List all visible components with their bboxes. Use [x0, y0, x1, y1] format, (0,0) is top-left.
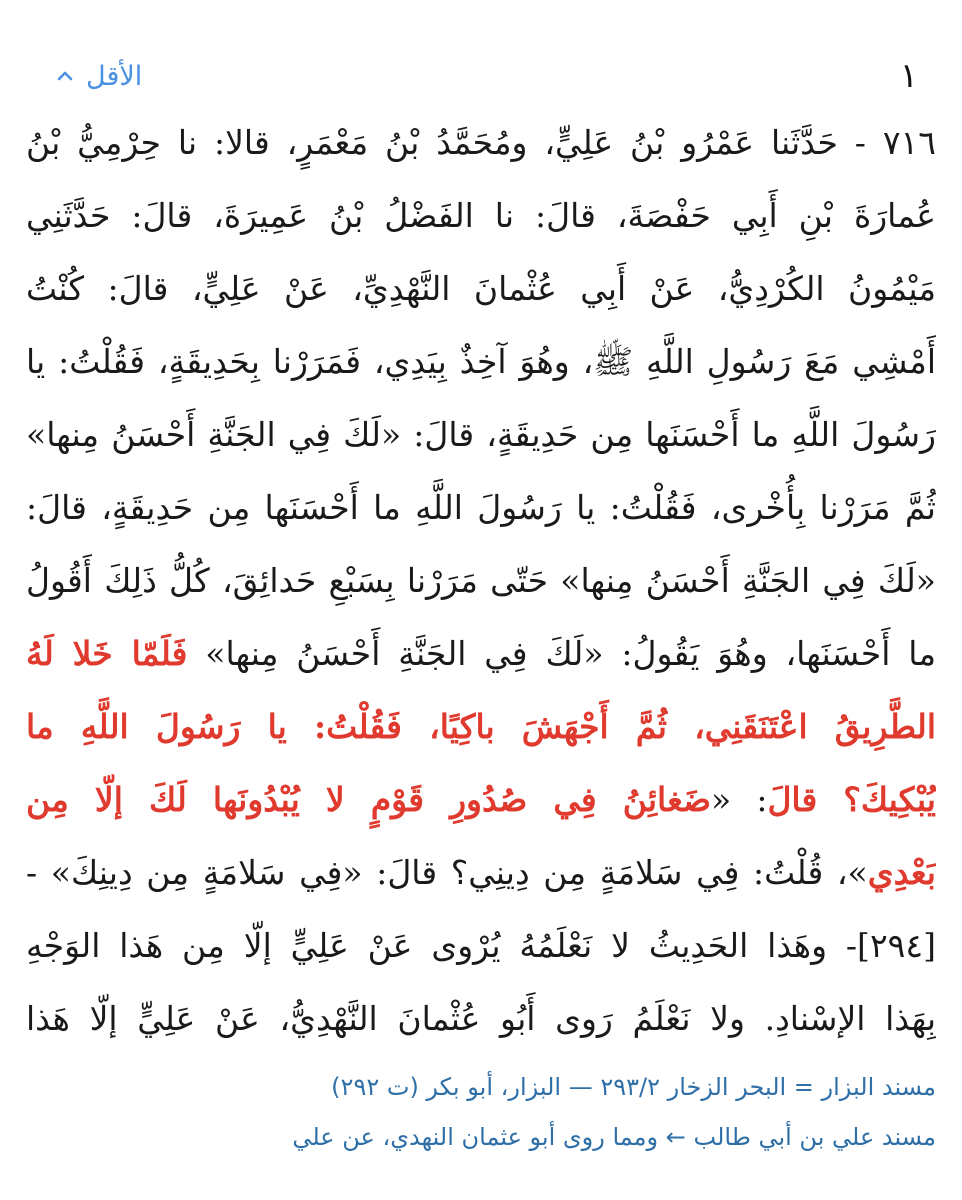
text-segment: أَمْشِي مَعَ رَسُولِ اللَّهِ ﷺ، وهُوَ آخِذٌ بِيَدِي، فَمَرَرْنا بِحَدِيقَةٍ، فَقُلْتُ: يا: [26, 342, 936, 381]
highlighted-text: فَلَمّا خَلا لَهُ: [26, 634, 188, 673]
highlighted-text: الطَّرِيقُ اعْتَنَقَنِي، ثُمَّ أَجْهَشَ باكِيًا، فَقُلْتُ: يا رَسُولَ اللَّهِ ما: [26, 707, 936, 746]
text-line: [26, 471, 936, 544]
text-line: [26, 617, 936, 690]
highlighted-text: يُبْكِيكَ؟ قالَ: [767, 780, 936, 819]
text-line: [26, 544, 936, 617]
text-segment: مَيْمُونُ الكُرْدِيُّ، عَنْ أَبِي عُثْمانَ النَّهْدِيِّ، عَنْ عَلِيٍّ، قالَ: كُنْتُ: [26, 269, 936, 308]
breadcrumb-book[interactable]: مسند علي بن أبي طالب: [693, 1123, 936, 1151]
text-segment: ٧١٦ - حَدَّثَنا عَمْرُو بْنُ عَلِيٍّ، ومُحَمَّدُ بْنُ مَعْمَرٍ، قالا: نا حِرْمِيُّ بْنُ: [26, 123, 936, 162]
text-segment: : «: [711, 780, 768, 819]
text-segment: ثُمَّ مَرَرْنا بِأُخْرى، فَقُلْتُ: يا رَسُولَ اللَّهِ ما أَحْسَنَها مِن حَدِيقَةٍ، قالَ:: [26, 488, 936, 527]
page-number: ١: [899, 56, 918, 96]
text-line: [26, 763, 936, 836]
text-line: [26, 179, 936, 252]
source-footer: [26, 1062, 936, 1162]
chevron-up-icon: [56, 67, 74, 85]
highlighted-text: بَعْدِي: [867, 853, 936, 892]
text-segment: [٢٩٤]- وهَذا الحَدِيثُ لا نَعْلَمُهُ يُرْوى عَنْ عَلِيٍّ إلّا مِن هَذا الوَجْهِ: [26, 926, 936, 965]
text-segment: ما أَحْسَنَها، وهُوَ يَقُولُ: «لَكَ فِي الجَنَّةِ أَحْسَنُ مِنها»: [187, 634, 936, 673]
highlighted-text: ضَغائِنُ فِي صُدُورِ قَوْمٍ لا يُبْدُونَها لَكَ إلّا مِن: [26, 780, 712, 819]
text-segment: بِهَذا الإسْنادِ. ولا نَعْلَمُ رَوى أَبُو عُثْمانَ النَّهْدِيُّ، عَنْ عَلِيٍّ إلّا هَذا: [26, 999, 936, 1038]
text-line: [26, 982, 936, 1055]
hadith-text: [26, 106, 936, 1055]
show-less-toggle[interactable]: [56, 61, 142, 92]
source-link[interactable]: مسند البزار = البحر الزخار ٢٩٣/٢ — البزار، أبو بكر (ت ٢٩٢): [331, 1073, 936, 1101]
text-segment: »، قُلْتُ: فِي سَلامَةٍ مِن دِينِي؟ قالَ: «فِي سَلامَةٍ مِن دِينِكَ» -: [26, 853, 868, 892]
breadcrumb-arrow-icon: ←: [665, 1123, 686, 1151]
text-line: [26, 690, 936, 763]
text-line: [26, 252, 936, 325]
text-segment: رَسُولَ اللَّهِ ما أَحْسَنَها مِن حَدِيقَةٍ، قالَ: «لَكَ فِي الجَنَّةِ أَحْسَنُ مِنها»: [26, 415, 936, 454]
text-line: [26, 909, 936, 982]
text-line: [26, 836, 936, 909]
text-segment: عُمارَةَ بْنِ أَبِي حَفْصَةَ، قالَ: نا الفَضْلُ بْنُ عَمِيرَةَ، قالَ: حَدَّثَنِي: [26, 196, 936, 235]
text-segment: «لَكَ فِي الجَنَّةِ أَحْسَنُ مِنها» حَتّى مَرَرْنا بِسَبْعِ حَدائِقَ، كُلُّ ذَلِكَ أَقُولُ: [26, 561, 936, 600]
text-line: [26, 106, 936, 179]
text-line: [26, 325, 936, 398]
show-less-label: الأقل: [86, 60, 143, 92]
header-bar: [56, 50, 918, 102]
breadcrumb-chapter[interactable]: ومما روى أبو عثمان النهدي، عن علي: [292, 1123, 659, 1151]
source-reference: [26, 1062, 936, 1112]
text-line: [26, 398, 936, 471]
breadcrumb: [26, 1112, 936, 1162]
